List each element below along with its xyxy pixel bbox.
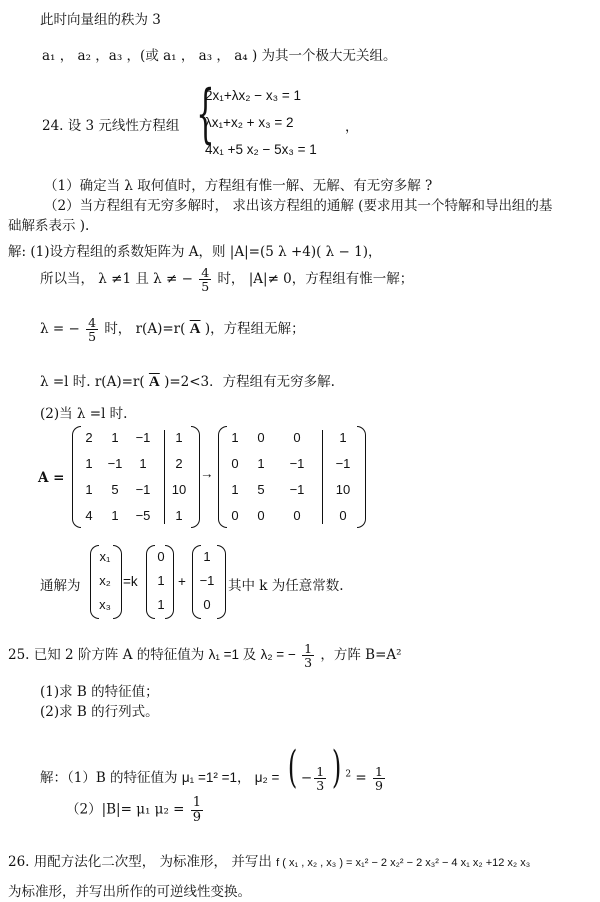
q24-part2b: 础解系表示 ). [8,218,90,234]
matrix-right-cell: 0 [257,508,265,523]
matrix-right [218,426,366,530]
matrix-left-cell: −1 [135,482,151,497]
matrix-left-cell: 1 [111,430,119,445]
particular-vector-entry: 1 [203,549,211,564]
matrix-left-cell: 1 [85,482,93,497]
q24-eq3: 4x₁ +5 x₂ − 5x₃ = 1 [205,142,317,157]
q26-statement-tail: 为标准形，并写出所作的可逆线性变换。 [8,884,251,900]
plus-sign: + [178,574,186,589]
matrix-right-cell: 1 [231,430,239,445]
q24-part1: （1）确定当 λ 取何值时，方程组有惟一解、无解、有无穷多解 ? [44,178,433,194]
matrix-left-cell: −1 [107,456,123,471]
matrix-left-cell: −1 [135,430,151,445]
left-brace: { [196,77,215,151]
row-reduce-arrow: → [200,466,214,481]
matrix-left-cell: 1 [85,456,93,471]
k-vector-entry: 1 [157,573,165,588]
matrix-right-cell: 0 [293,508,301,523]
x-vector [90,545,122,621]
max-independent-line: a₁ ， a₂ ，a₃ ，(或 a₁ ， a₃ ， a₄ ) 为其一个极大无关组。 [42,48,397,64]
matrix-left-cell: 1 [175,508,183,523]
q24-case2: λ = − $\frac{4}{5}$ 时， r(A)=r( $\overline{A}$ )，方程组无解； [40,315,305,345]
q26-statement: 26. 用配方法化二次型， 为标准形， 并写出 f ( x₁ , x₂ , x₃ ) = x₁² − 2 x₂² − 2 x₃² − 4 x₁ x₂ +12 x₂ x₃ [8,854,531,870]
x-vector-entry: x₁ [99,549,111,564]
matrix-left-cell: 2 [175,456,183,471]
q24-eq2: λx₁+x₂ + x₃ = 2 [205,115,294,130]
matrix-right-cell: 5 [257,482,265,497]
matrix-right-cell: 0 [231,508,239,523]
q24-label: 24. 设 3 元线性方程组 [42,118,180,134]
matrix-left [72,426,200,530]
matrix-right-cell: 0 [293,430,301,445]
particular-vector [192,545,226,621]
matrix-left-cell: 5 [111,482,119,497]
general-solution-tail: 其中 k 为任意常数. [228,578,344,594]
q25-part2: (2)求 B 的行列式。 [40,704,159,720]
matrix-right-cell: −1 [289,456,305,471]
matrix-right-cell: −1 [289,482,305,497]
q24-part2a: （2）当方程组有无穷多解时， 求出该方程组的通解 (要求用其一个特解和导出组的基 [44,198,553,214]
k-vector-entry: 0 [157,549,165,564]
q25-part1: (1)求 B 的特征值； [40,684,159,700]
q24-case3: λ =l 时. r(A)=r( $\overline{A}$ )=2<3．方程组有无穷多解. [40,374,335,390]
q24-part2-solution: (2)当 λ =l 时. [40,406,128,422]
q25-statement: 25. 已知 2 阶方阵 A 的特征值为 λ₁ =1 及 λ₂ = − $\frac{1}{3}$ ，方阵 B=A² [8,641,402,671]
matrix-right-cell: 1 [257,456,265,471]
matrix-left-cell: 4 [85,508,93,523]
matrix-right-cell: −1 [335,456,351,471]
general-solution-label: 通解为 [40,578,81,594]
matrix-left-cell: −5 [135,508,151,523]
matrix-right-cell: 0 [231,456,239,471]
k-vector [146,545,174,621]
matrix-right-cell: 1 [231,482,239,497]
matrix-left-cell: 10 [171,482,187,497]
matrix-left-cell: 1 [175,430,183,445]
q24-comma: ， [345,119,359,135]
q24-case1: 所以当， λ ≠1 且 λ ≠ − $\frac{4}{5}$ 时， |A|≠ 0，方程组有惟一解； [40,265,414,295]
matrix-left-cell: 1 [111,508,119,523]
q25-solution2: （2）|B|= μ₁ μ₂ = $\frac{1}{9}$ [66,795,202,825]
particular-vector-entry: 0 [203,597,211,612]
q24-eq1: 2x₁+λx₂ − x₃ = 1 [205,88,301,103]
matrix-left-cell: 1 [139,456,147,471]
x-vector-entry: x₂ [99,573,111,588]
equals-k: =k [123,574,138,589]
matrix-right-cell: 1 [339,430,347,445]
matrix-right-cell: 10 [335,482,351,497]
matrix-right-cell: 0 [339,508,347,523]
rank-line: 此时向量组的秩为 3 [40,12,161,28]
q24-solution-intro: 解: (1)设方程组的系数矩阵为 A，则 |A|=(5 λ +4)( λ − 1)， [8,244,382,260]
q25-solution1: 解：（1）B 的特征值为 μ₁ =1² =1， μ₂ = ( − $\frac{1}{3}$ ) $^2$ = $\frac{1}{9}$ [40,742,383,793]
matrix-left-cell: 2 [85,430,93,445]
particular-vector-entry: −1 [199,573,215,588]
x-vector-entry: x₃ [99,597,111,612]
matrix-right-cell: 0 [257,430,265,445]
k-vector-entry: 1 [157,597,165,612]
augmented-label: A = [38,470,65,486]
